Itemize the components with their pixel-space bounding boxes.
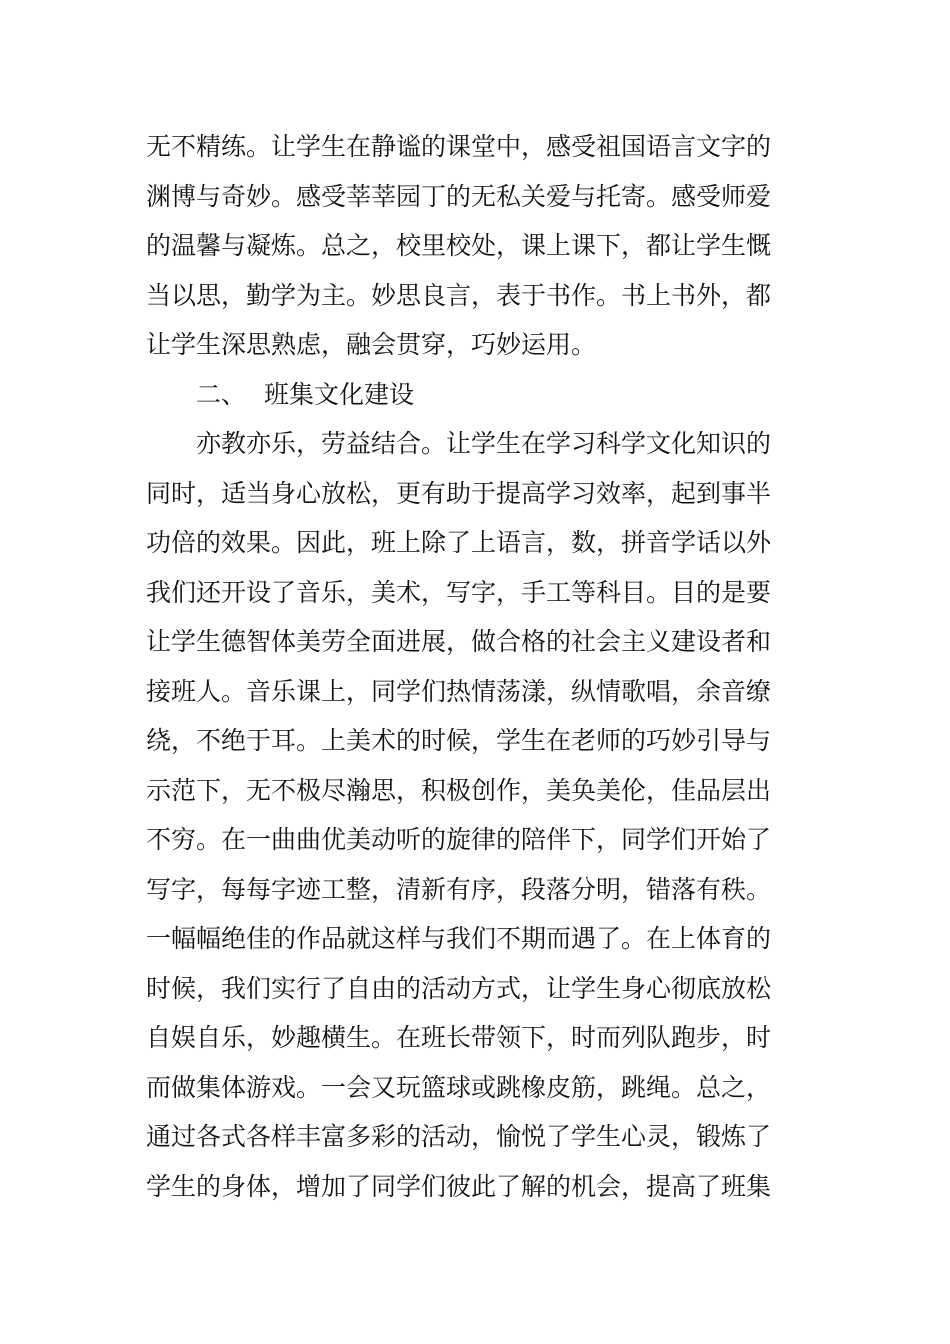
text-line: 而做集体游戏。一会又玩篮球或跳橡皮筋，跳绳。总之， xyxy=(146,1072,772,1102)
text-line: 学生的身体，增加了同学们彼此了解的机会，提高了班集 xyxy=(146,1171,772,1201)
text-line: 不穷。在一曲曲优美动听的旋律的陪伴下，同学们开始了 xyxy=(146,825,772,854)
text-line: 我们还开设了音乐，美术，写字，手工等科目。目的是要 xyxy=(146,577,772,607)
section-number: 二、 xyxy=(196,379,247,409)
text-line: 绕，不绝于耳。上美术的时候，学生在老师的巧妙引导与 xyxy=(146,726,772,755)
paragraph-continued xyxy=(146,122,816,370)
text-line: 示范下，无不极尽瀚思，积极创作，美奂美伦，佳品层出 xyxy=(146,775,772,805)
text-line: 功倍的效果。因此，班上除了上语言，数，拼音学话以外 xyxy=(146,528,772,557)
text-line: 写字，每每字迹工整，清新有序，段落分明，错落有秩。 xyxy=(146,874,772,904)
text-line: 无不精练。让学生在静谧的课堂中，感受祖国语言文字的 xyxy=(146,132,772,161)
text-line: 通过各式各样丰富多彩的活动，愉悦了学生心灵，锻炼了 xyxy=(146,1122,772,1151)
text-line: 渊博与奇妙。感受莘莘园丁的无私关爱与托寄。感受师爱 xyxy=(146,181,772,211)
text-line: 同时，适当身心放松，更有助于提高学习效率，起到事半 xyxy=(146,478,772,508)
text-line: 的温馨与凝炼。总之，校里校处，课上课下，都让学生慨 xyxy=(146,231,772,260)
text-line: 自娱自乐，妙趣横生。在班长带领下，时而列队跑步，时 xyxy=(146,1023,772,1052)
section-title: 班集文化建设 xyxy=(264,379,415,409)
text-line: 接班人。音乐课上，同学们热情荡漾，纵情歌唱，余音缭 xyxy=(146,676,772,706)
text-line: 让学生德智体美劳全面进展，做合格的社会主义建设者和 xyxy=(146,627,772,656)
text-line: 当以思，勤学为主。妙思良言，表于书作。书上书外，都 xyxy=(146,280,772,310)
text-line: 亦教亦乐，劳益结合。让学生在学习科学文化知识的 xyxy=(146,429,772,458)
section-heading xyxy=(146,370,816,420)
paragraph-main xyxy=(146,419,816,1211)
text-line: 一幅幅绝佳的作品就这样与我们不期而遇了。在上体育的 xyxy=(146,924,772,953)
document-body xyxy=(146,122,816,1211)
text-line: 时候，我们实行了自由的活动方式，让学生身心彻底放松 xyxy=(146,973,772,1003)
text-line: 让学生深思熟虑，融会贯穿，巧妙运用。 xyxy=(146,330,597,359)
